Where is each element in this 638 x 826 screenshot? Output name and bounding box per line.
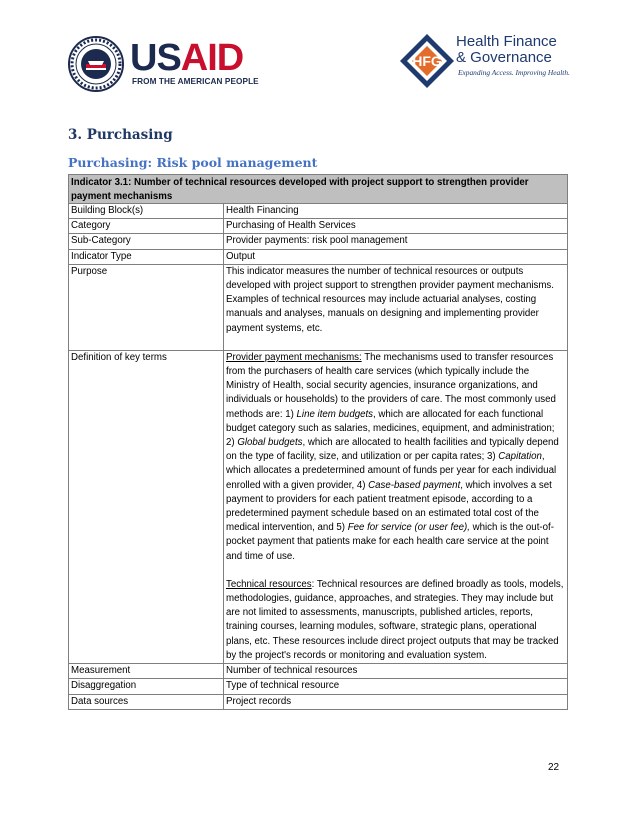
row-label: Measurement [69, 664, 224, 679]
row-label: Building Block(s) [69, 204, 224, 219]
row-label: Definition of key terms [69, 350, 224, 663]
term-provider-payment: Provider payment mechanisms: [226, 351, 362, 363]
definition-provider-payment [226, 351, 565, 564]
indicator-header: Indicator 3.1: Number of technical resources developed with project support to strengthen provider payment mechanisms [69, 175, 568, 204]
row-label: Disaggregation [69, 679, 224, 694]
method-term: Capitation [498, 451, 542, 463]
definition-text: , which allocates a predetermined amount of funds per year for each individual enrolled with a given provider, 4) [226, 451, 557, 491]
method-term: Fee for service (or user fee), [347, 522, 470, 534]
definition-text: The mechanisms used to transfer resources from the purchasers of health care services (which typically include the Ministry of Health, social security agencies, insurance organizations, and individuals or households) to the providers of care. The most commonly used methods are: 1) [226, 351, 556, 420]
table-row [69, 264, 568, 350]
row-value: Number of technical resources [224, 664, 568, 679]
definition-text: which is the out-of-pocket payment that patients make for each health care service at the point and time of use. [226, 522, 554, 562]
hfg-mark-icon [398, 32, 456, 90]
table-row [69, 204, 568, 219]
row-label: Purpose [69, 264, 224, 350]
row-value [224, 264, 568, 350]
usaid-wordmark [130, 38, 243, 78]
table-row [69, 234, 568, 249]
table-row [69, 350, 568, 663]
usaid-tagline: FROM THE AMERICAN PEOPLE [132, 77, 259, 86]
usaid-logo [68, 36, 268, 92]
definition-text: , which involves a set payment to providers for each patient treatment episode, according to a predetermined payment schedule based on an estimated total cost of the medical intervention, and 5) [226, 479, 552, 534]
row-value: Health Financing [224, 204, 568, 219]
row-label: Indicator Type [69, 249, 224, 264]
spacer [226, 564, 565, 578]
svg-text:HFG: HFG [412, 53, 442, 69]
table-row [69, 219, 568, 234]
section-subtitle: Purchasing: Risk pool management [68, 155, 318, 170]
row-label: Sub-Category [69, 234, 224, 249]
header-logos [0, 0, 638, 110]
row-value: Project records [224, 694, 568, 709]
table-row [69, 679, 568, 694]
page-number: 22 [548, 762, 560, 773]
term-technical-resources: Technical resources [226, 578, 312, 590]
table-row [69, 664, 568, 679]
definition-text: , which are allocated to health facilities and typically depend on the type of facility, size, and utilization or per capita rates; 3) [226, 437, 559, 463]
indicator-header-row [69, 175, 568, 204]
purpose-text: This indicator measures the number of technical resources or outputs developed with project support to strengthen provider payment mechanisms. Examples of technical resources may include actuarial analyses, costing manuals and analyses, manuals on designing and implementing provider payment systems, etc. [226, 265, 554, 334]
section-title: 3. Purchasing [68, 127, 173, 143]
definition-text: , which are allocated for each functional budget category such as salaries, medicines, equipment, and administration; 2) [226, 408, 555, 449]
hfg-title-line1: Health Finance [456, 33, 557, 50]
hfg-title-line2: & Governance [456, 49, 552, 66]
row-value: Provider payments: risk pool management [224, 234, 568, 249]
usaid-word-aid: AID [180, 37, 244, 79]
method-term: Case-based payment [368, 479, 461, 491]
row-value: Output [224, 249, 568, 264]
usaid-seal-icon [68, 36, 124, 92]
method-term: Global budgets [237, 437, 303, 449]
hfg-logo [398, 30, 578, 90]
indicator-table [68, 174, 568, 710]
usaid-word-us: US [130, 37, 181, 79]
row-value: Type of technical resource [224, 679, 568, 694]
definition-text: : Technical resources are defined broadly as tools, models, methodologies, guidance, approaches, and strategies. They may include but are not limited to assessments, manuscripts, published articles, reports, training courses, learning modules, software, strategic plans, operational plans, etc. These resources include direct project outputs that may be tracked by the project's records or monitoring and evaluation system. [226, 578, 564, 661]
table-row [69, 249, 568, 264]
method-term: Line item budgets [296, 408, 374, 420]
definition-technical-resources [226, 578, 565, 663]
row-value: Purchasing of Health Services [224, 219, 568, 234]
row-label: Data sources [69, 694, 224, 709]
row-label: Category [69, 219, 224, 234]
hfg-tagline: Expanding Access. Improving Health. [458, 68, 570, 77]
row-value [224, 350, 568, 663]
table-row [69, 694, 568, 709]
spacer [226, 336, 565, 350]
